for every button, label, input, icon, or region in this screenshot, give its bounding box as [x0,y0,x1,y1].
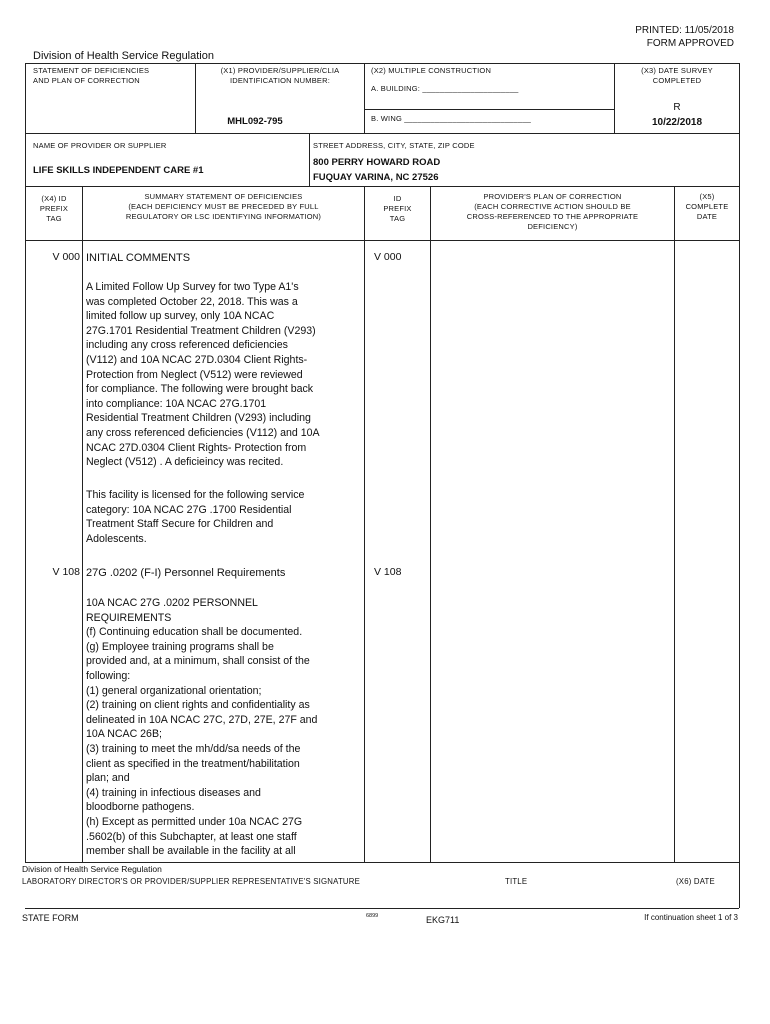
statement-label: STATEMENT OF DEFICIENCIES AND PLAN OF CORRECTION [33,66,150,85]
printed-date: PRINTED: 11/05/2018 [635,25,734,36]
right-border [739,63,740,908]
x4-header: (X4) ID PREFIX TAG [39,194,69,223]
entry-title: 27G .0202 (F-I) Personnel Requirements [86,567,286,579]
address-label: STREET ADDRESS, CITY, STATE, ZIP CODE [313,141,475,150]
x2-divider [364,109,614,110]
wing-label: B. WING _____________________________ [371,114,532,123]
entry-tag: V 000 [52,251,80,263]
x3-label: (X3) DATE SURVEY COMPLETED [641,66,713,85]
survey-date: 10/22/2018 [651,117,703,128]
entry-paragraph: This facility is licensed for the following service category: 10A NCAC 27G .1700 Residential Treatment Staff Secure for Children and Adolescents. [86,489,305,545]
division-title: Division of Health Service Regulation [33,50,214,62]
address-line-1: 800 PERRY HOWARD ROAD [313,157,441,168]
address-divider [309,133,310,186]
columns-header-bottom [25,240,739,241]
provider-name-label: NAME OF PROVIDER OR SUPPLIER [33,141,167,150]
address-line-2: FUQUAY VARINA, NC 27526 [313,172,439,183]
date-label: (X6) DATE [676,877,715,886]
x1-label: (X1) PROVIDER/SUPPLIER/CLIA IDENTIFICATION NUMBER: [220,66,340,85]
summary-header: SUMMARY STATEMENT OF DEFICIENCIES (EACH DEFICIENCY MUST BE PRECEDED BY FULL REGULATORY OR LSC IDENTIFYING INFORMATION) [125,192,322,221]
entry-title: INITIAL COMMENTS [86,252,191,264]
form-status: FORM APPROVED [646,38,734,49]
footer-division: Division of Health Service Regulation [22,864,162,874]
continuation-sheet: If continuation sheet 1 of 3 [644,913,738,922]
left-border-top [25,63,26,186]
top-box-bottom [25,133,739,134]
entry-id-tag: V 108 [374,566,402,578]
col-summary-divider [364,186,365,862]
col-id-divider [430,186,431,862]
col-x4-divider [82,186,83,862]
event-id: EKG711 [426,915,460,925]
entry-id-tag: V 000 [374,251,402,263]
building-label: A. BUILDING: ______________________ [371,84,519,93]
plan-header: PROVIDER'S PLAN OF CORRECTION (EACH CORRECTIVE ACTION SHOULD BE CROSS-REFERENCED TO THE APPROPRIATE DEFICIENCY) [466,192,639,231]
col-plan-divider [674,186,675,862]
title-label: TITLE [505,877,528,886]
x1-value: MHL092-795 [227,116,283,127]
provider-name: LIFE SKILLS INDEPENDENT CARE #1 [33,165,204,176]
x2-left-divider [364,63,365,133]
entry-paragraph: A Limited Follow Up Survey for two Type A1's was completed October 22, 2018. This was a limited follow up survey, only 10A NCAC 27G.1701 Residential Treatment Children (V293) including any cross referenced deficiencies (V112) and 10A NCAC 27D.0304 Client Rights- Protection from Neglect (V512) were reviewed for compliance. The following were brought back into compliance: 10A NCAC 27G.1701 Residential Treatment Children (V293) including any cross referenced deficiencies (V112) and 10A NCAC 27D.0304 Client Rights- Protection from Neglect (V512) . A deficieincy was recited. [86,281,320,469]
top-border [25,63,739,64]
entry-paragraph: 10A NCAC 27G .0202 PERSONNEL REQUIREMENTS (f) Continuing education shall be documented. (g) Employee training programs shall be provided and, at a minimum, shall consist of the following: (1) general organizational orientation; (2) training on client rights and confidentiality as delineated in 10A NCAC 27C, 27D, 27E, 27F and 10A NCAC 26B; (3) training to meet the mh/dd/sa needs of the client as specified in the treatment/habilitation plan; and (4) training in infectious diseases and bloodborne pathogens. (h) Except as permitted under 10a NCAC 27G .5602(b) of this Subchapter, at least one staff member shall be available in the facility at all [86,597,318,858]
col-left-border [25,186,26,862]
body-bottom [25,862,739,863]
state-form-label: STATE FORM [22,913,79,923]
x3-letter: R [673,102,681,113]
entry-tag: V 108 [52,566,80,578]
x5-header: (X5) COMPLETE DATE [685,192,729,221]
provider-box-bottom [25,186,739,187]
x2-label: (X2) MULTIPLE CONSTRUCTION [371,66,492,75]
form-code: 6899 [366,913,379,919]
signature-bottom [25,908,739,909]
signature-label: LABORATORY DIRECTOR'S OR PROVIDER/SUPPLIER REPRESENTATIVE'S SIGNATURE [22,877,360,886]
id-header: ID PREFIX TAG [383,194,412,223]
